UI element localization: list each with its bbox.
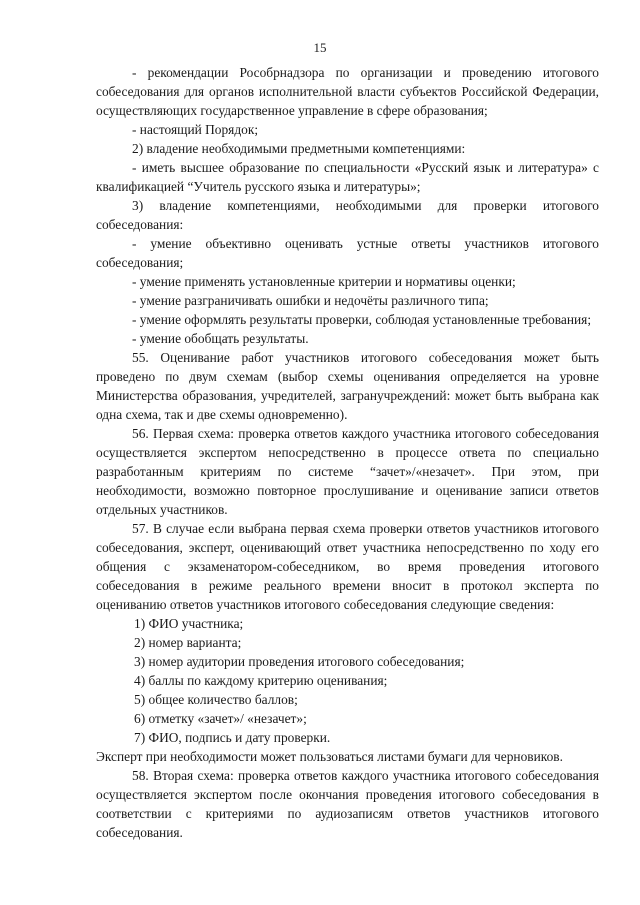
paragraph-skill-summarize: - умение обобщать результаты. [132,331,309,346]
list-item-pass-fail-mark: 6) отметку «зачет»/ «незачет»; [134,711,307,726]
paragraph-higher-education: - иметь высшее образование по специальности «Русский язык и литература» с квалификацией “Учитель русского языка и литературы»; [96,160,599,194]
paragraph-clause-58: 58. Вторая схема: проверка ответов каждого участника итогового собеседования осуществляется экспертом после окончания проведения итогового собеседования в соответствии с критериями по аудиозаписям ответов участников итогового собеседования. [96,768,599,840]
list-item-participant-name: 1) ФИО участника; [134,616,244,631]
list-item-total-score: 5) общее количество баллов; [134,692,298,707]
paragraph-skill-distinguish-errors: - умение разграничивать ошибки и недочёты различного типа; [132,293,489,308]
list-item-room-number: 3) номер аудитории проведения итогового собеседования; [134,654,465,669]
paragraph-clause-55: 55. Оценивание работ участников итогового собеседования может быть проведено по двум схемам (выбор схемы оценивания определяется на уровне Министерства образования, учредителей, загранучреждений: может быть выбрана как одна схема, так и две схемы одновременно). [96,350,599,422]
paragraph-this-procedure: - настоящий Порядок; [132,122,259,137]
paragraph-draft-sheets: Эксперт при необходимости может пользоваться листами бумаги для черновиков. [96,749,563,764]
list-item-signature-date: 7) ФИО, подпись и дату проверки. [134,730,331,745]
paragraph-skill-format-results: - умение оформлять результаты проверки, соблюдая установленные требования; [132,312,592,327]
paragraph-clause-57: 57. В случае если выбрана первая схема проверки ответов участников итогового собеседования, эксперт, оценивающий ответ участника непосредственно по ходу его общения с экзаменатором-собеседником, во время проведения итогового собеседования в режиме реального времени вносит в протокол эксперта по оцениванию ответов участников итогового собеседования следующие сведения: [96,521,599,612]
paragraph-clause-56: 56. Первая схема: проверка ответов каждого участника итогового собеседования осуществляется экспертом непосредственно в процессе ответа по специально разработанным критериям по системе “зачет»/«незачет». При этом, при необходимости, возможно повторное прослушивание и оценивание записи ответов отдельных участников. [96,426,599,517]
paragraph-rosobrnadzor-recommendations: - рекомендации Рособрнадзора по организации и проведению итогового собеседования для органов исполнительной власти субъектов Российской Федерации, осуществляющих государственное управление в сфере образования; [96,65,599,118]
list-item-variant-number: 2) номер варианта; [134,635,242,650]
list-item-criteria-scores: 4) баллы по каждому критерию оценивания; [134,673,388,688]
page-number: 15 [313,40,327,55]
document-body [96,63,599,842]
paragraph-skill-apply-criteria: - умение применять установленные критерии и нормативы оценки; [132,274,516,289]
paragraph-subject-competencies: 2) владение необходимыми предметными компетенциями: [132,141,466,156]
paragraph-skill-evaluate-oral: - умение объективно оценивать устные ответы участников итогового собеседования; [96,236,599,270]
paragraph-checking-competencies: 3) владение компетенциями, необходимыми для проверки итогового собеседования: [96,198,599,232]
